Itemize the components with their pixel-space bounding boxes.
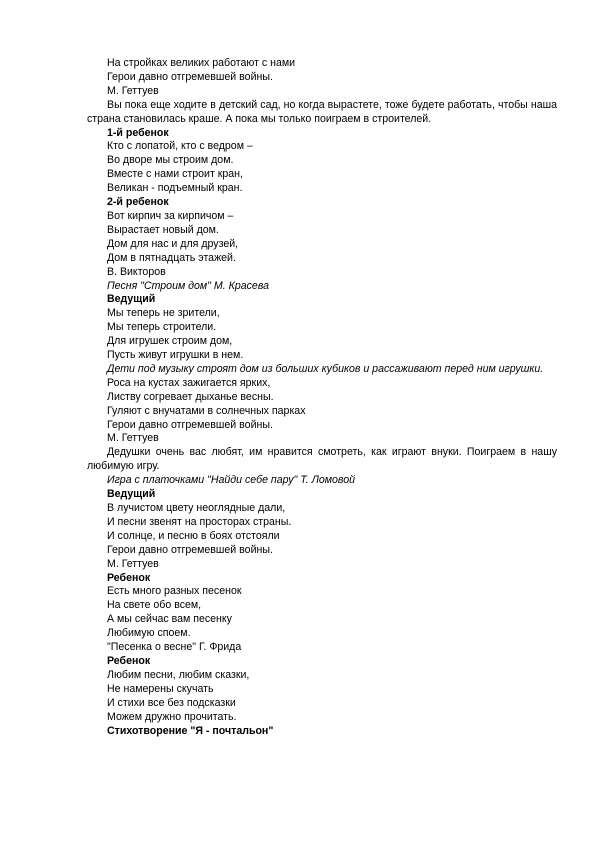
text-line: На стройках великих работают с нами [107, 57, 296, 69]
stage-direction: Дети под музыку строят дом из больших кубиков и рассаживают перед ним игрушки. [107, 362, 544, 375]
text-line: М. Геттуев [107, 432, 159, 445]
speaker-heading: Ребенок [107, 571, 151, 584]
text-line: Во дворе мы строим дом. [107, 154, 234, 167]
text-line: В. Викторов [107, 265, 166, 278]
speaker-heading: Ведущий [107, 293, 156, 306]
text-line: "Песенка о весне" Г. Фрида [107, 641, 242, 654]
text-line: Великан - подъемный кран. [107, 182, 243, 195]
text-line: Не намерены скучать [107, 682, 214, 695]
text-line: Любим песни, любим сказки, [107, 668, 250, 681]
text-line: Можем дружно прочитать. [107, 710, 237, 723]
text-line: Есть много разных песенок [107, 585, 242, 598]
text-line: Роса на кустах зажигается ярких, [107, 376, 271, 389]
text-line: Кто с лопатой, кто с ведром – [107, 140, 253, 153]
text-line: Гуляют с внучатами в солнечных парках [107, 404, 306, 417]
text-line: Мы теперь строители. [107, 321, 217, 334]
text-line: А мы сейчас вам песенку [107, 613, 232, 626]
text-line: И стихи все без подсказки [107, 696, 236, 709]
text-line: Для игрушек строим дом, [107, 335, 233, 348]
text-line: Мы теперь не зрители, [107, 307, 220, 320]
speaker-heading: Ребенок [107, 654, 151, 667]
text-line: Дом для нас и для друзей, [107, 237, 239, 250]
text-line: М. Геттуев [107, 557, 159, 570]
text-line: Герои давно отгремевшей войны. [107, 70, 273, 83]
text-line: Вот кирпич за кирпичом – [107, 209, 234, 222]
text-line: Пусть живут игрушки в нем. [107, 349, 244, 362]
text-paragraph: Дедушки очень вас любят, им нравится смотреть, как играют внуки. Поиграем в нашу любимую игру. [87, 446, 557, 473]
text-line: Листву согревает дыханье весны. [107, 390, 274, 403]
stage-direction: Игра с платочками "Найди себе пару" Т. Ломовой [107, 474, 355, 487]
text-line: Герои давно отгремевшей войны. [107, 418, 273, 431]
text-line: Дом в пятнадцать этажей. [107, 251, 236, 264]
text-line: Вырастает новый дом. [107, 223, 219, 236]
text-line: И солнце, и песню в боях отстояли [107, 529, 280, 542]
speaker-heading: Ведущий [107, 488, 156, 501]
text-line: М. Геттуев [107, 84, 159, 97]
text-line: Любимую споем. [107, 627, 191, 640]
text-line: На свете обо всем, [107, 599, 202, 612]
text-paragraph: Вы пока еще ходите в детский сад, но когда вырастете, тоже будете работать, чтобы наша страна становилась краше. А пока мы только поиграем в строителей. [87, 98, 557, 125]
speaker-heading: 1-й ребенок [107, 126, 169, 139]
stage-direction: Песня "Строим дом" М. Красева [107, 279, 270, 292]
document-page [87, 57, 557, 738]
text-line: Герои давно отгремевшей войны. [107, 543, 273, 556]
text-line: И песни звенят на просторах страны. [107, 515, 292, 528]
speaker-heading: Стихотворение "Я - почтальон" [107, 724, 274, 737]
speaker-heading: 2-й ребенок [107, 196, 169, 209]
text-line: Вместе с нами строит кран, [107, 168, 243, 181]
text-line: В лучистом цвету неоглядные дали, [107, 502, 286, 514]
